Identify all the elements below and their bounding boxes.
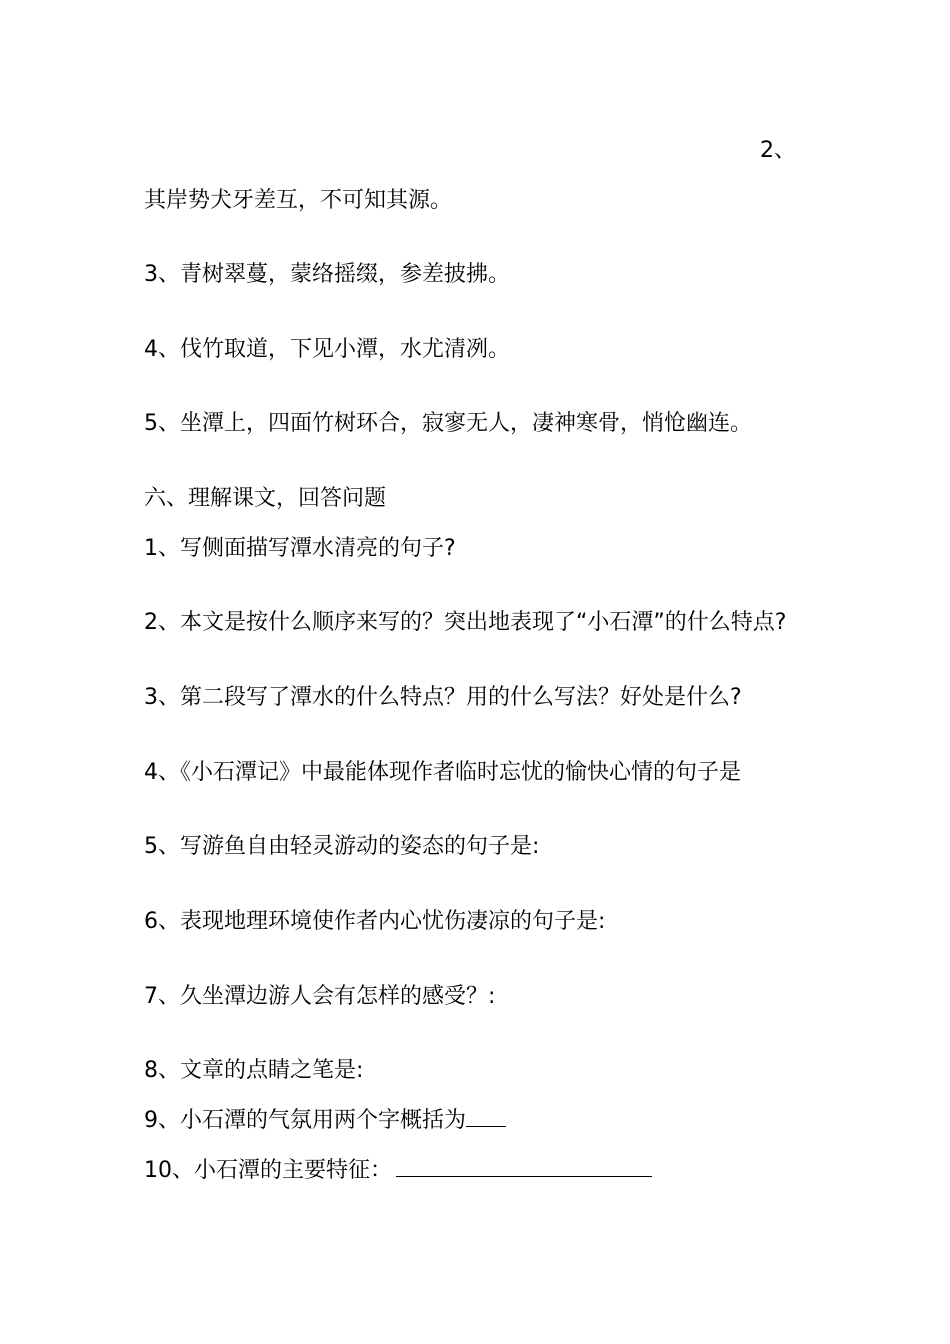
question-1: 1、写侧面描写潭水清亮的句子? xyxy=(144,536,456,561)
answer-blank-9[interactable] xyxy=(466,1106,506,1127)
question-4: 4、《小石潭记》中最能体现作者临时忘忧的愉快心情的句子是 xyxy=(144,760,741,785)
question-5: 5、写游鱼自由轻灵游动的姿态的句子是: xyxy=(144,834,540,859)
answer-blank-10[interactable] xyxy=(396,1156,652,1177)
translation-item-3: 3、青树翠蔓，蒙络摇缀，参差披拂。 xyxy=(144,262,510,287)
question-6: 6、表现地理环境使作者内心忧伤凄凉的句子是: xyxy=(144,909,606,934)
question-9-row xyxy=(144,1106,506,1136)
question-2: 2、本文是按什么顺序来写的？突出地表现了“小石潭”的什么特点? xyxy=(144,610,787,635)
question-10-row xyxy=(144,1156,652,1186)
translation-item-4: 4、伐竹取道，下见小潭，水尤清冽。 xyxy=(144,337,510,362)
section-heading: 六、理解课文，回答问题 xyxy=(144,486,387,511)
question-10: 10、小石潭的主要特征： xyxy=(144,1158,392,1183)
translation-item-5: 5、坐潭上，四面竹树环合，寂寥无人，凄神寒骨，悄怆幽连。 xyxy=(144,411,752,436)
question-9: 9、小石潭的气氛用两个字概括为 xyxy=(144,1108,466,1133)
question-8: 8、文章的点睛之笔是: xyxy=(144,1058,364,1083)
question-3: 3、第二段写了潭水的什么特点？用的什么写法？好处是什么? xyxy=(144,685,742,710)
item-number-2: 2、 xyxy=(760,138,796,163)
translation-item-2: 其岸势犬牙差互，不可知其源。 xyxy=(144,188,453,213)
question-7: 7、久坐潭边游人会有怎样的感受？: xyxy=(144,984,496,1009)
